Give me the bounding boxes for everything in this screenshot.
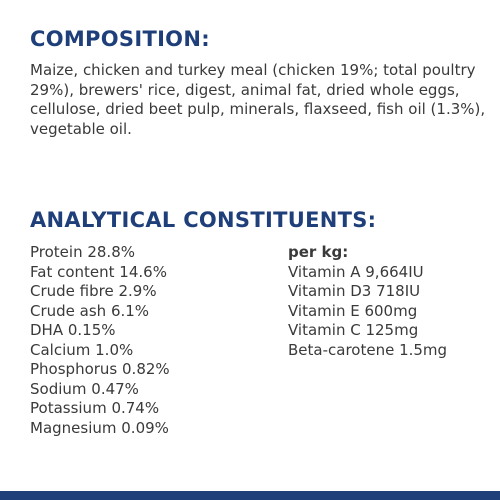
analytical-constituents-heading: ANALYTICAL CONSTITUENTS: [30,208,377,232]
composition-text: Maize, chicken and turkey meal (chicken 19%; total poultry 29%), brewers' rice, digest, animal fat, dried whole eggs, cellulose, dried beet pulp, minerals, flaxseed, fish oil (1.3%), vegetable oil. [30,61,486,138]
constituent-item: DHA 0.15% [30,321,116,339]
constituent-item: Phosphorus 0.82% [30,360,170,378]
constituent-item: Fat content 14.6% [30,262,167,281]
constituent-item: Sodium 0.47% [30,379,139,398]
vitamins-list [288,243,447,360]
constituent-item: Crude fibre 2.9% [30,282,157,300]
constituent-item: Calcium 1.0% [30,340,134,359]
constituent-item: Crude ash 6.1% [30,301,150,320]
composition-heading: COMPOSITION: [30,27,210,51]
vitamin-item: Vitamin E 600mg [288,301,418,320]
vitamin-item: Vitamin C 125mg [288,321,419,339]
constituent-item: Magnesium 0.09% [30,418,169,437]
vitamin-item: Vitamin A 9,664IU [288,262,424,281]
bottom-accent-bar [0,491,500,500]
constituents-list [30,243,170,438]
per-kg-label: per kg: [288,243,349,261]
constituent-item: Protein 28.8% [30,243,135,261]
vitamin-item: Beta-carotene 1.5mg [288,340,448,359]
vitamin-item: Vitamin D3 718IU [288,282,421,300]
constituent-item: Potassium 0.74% [30,399,160,417]
